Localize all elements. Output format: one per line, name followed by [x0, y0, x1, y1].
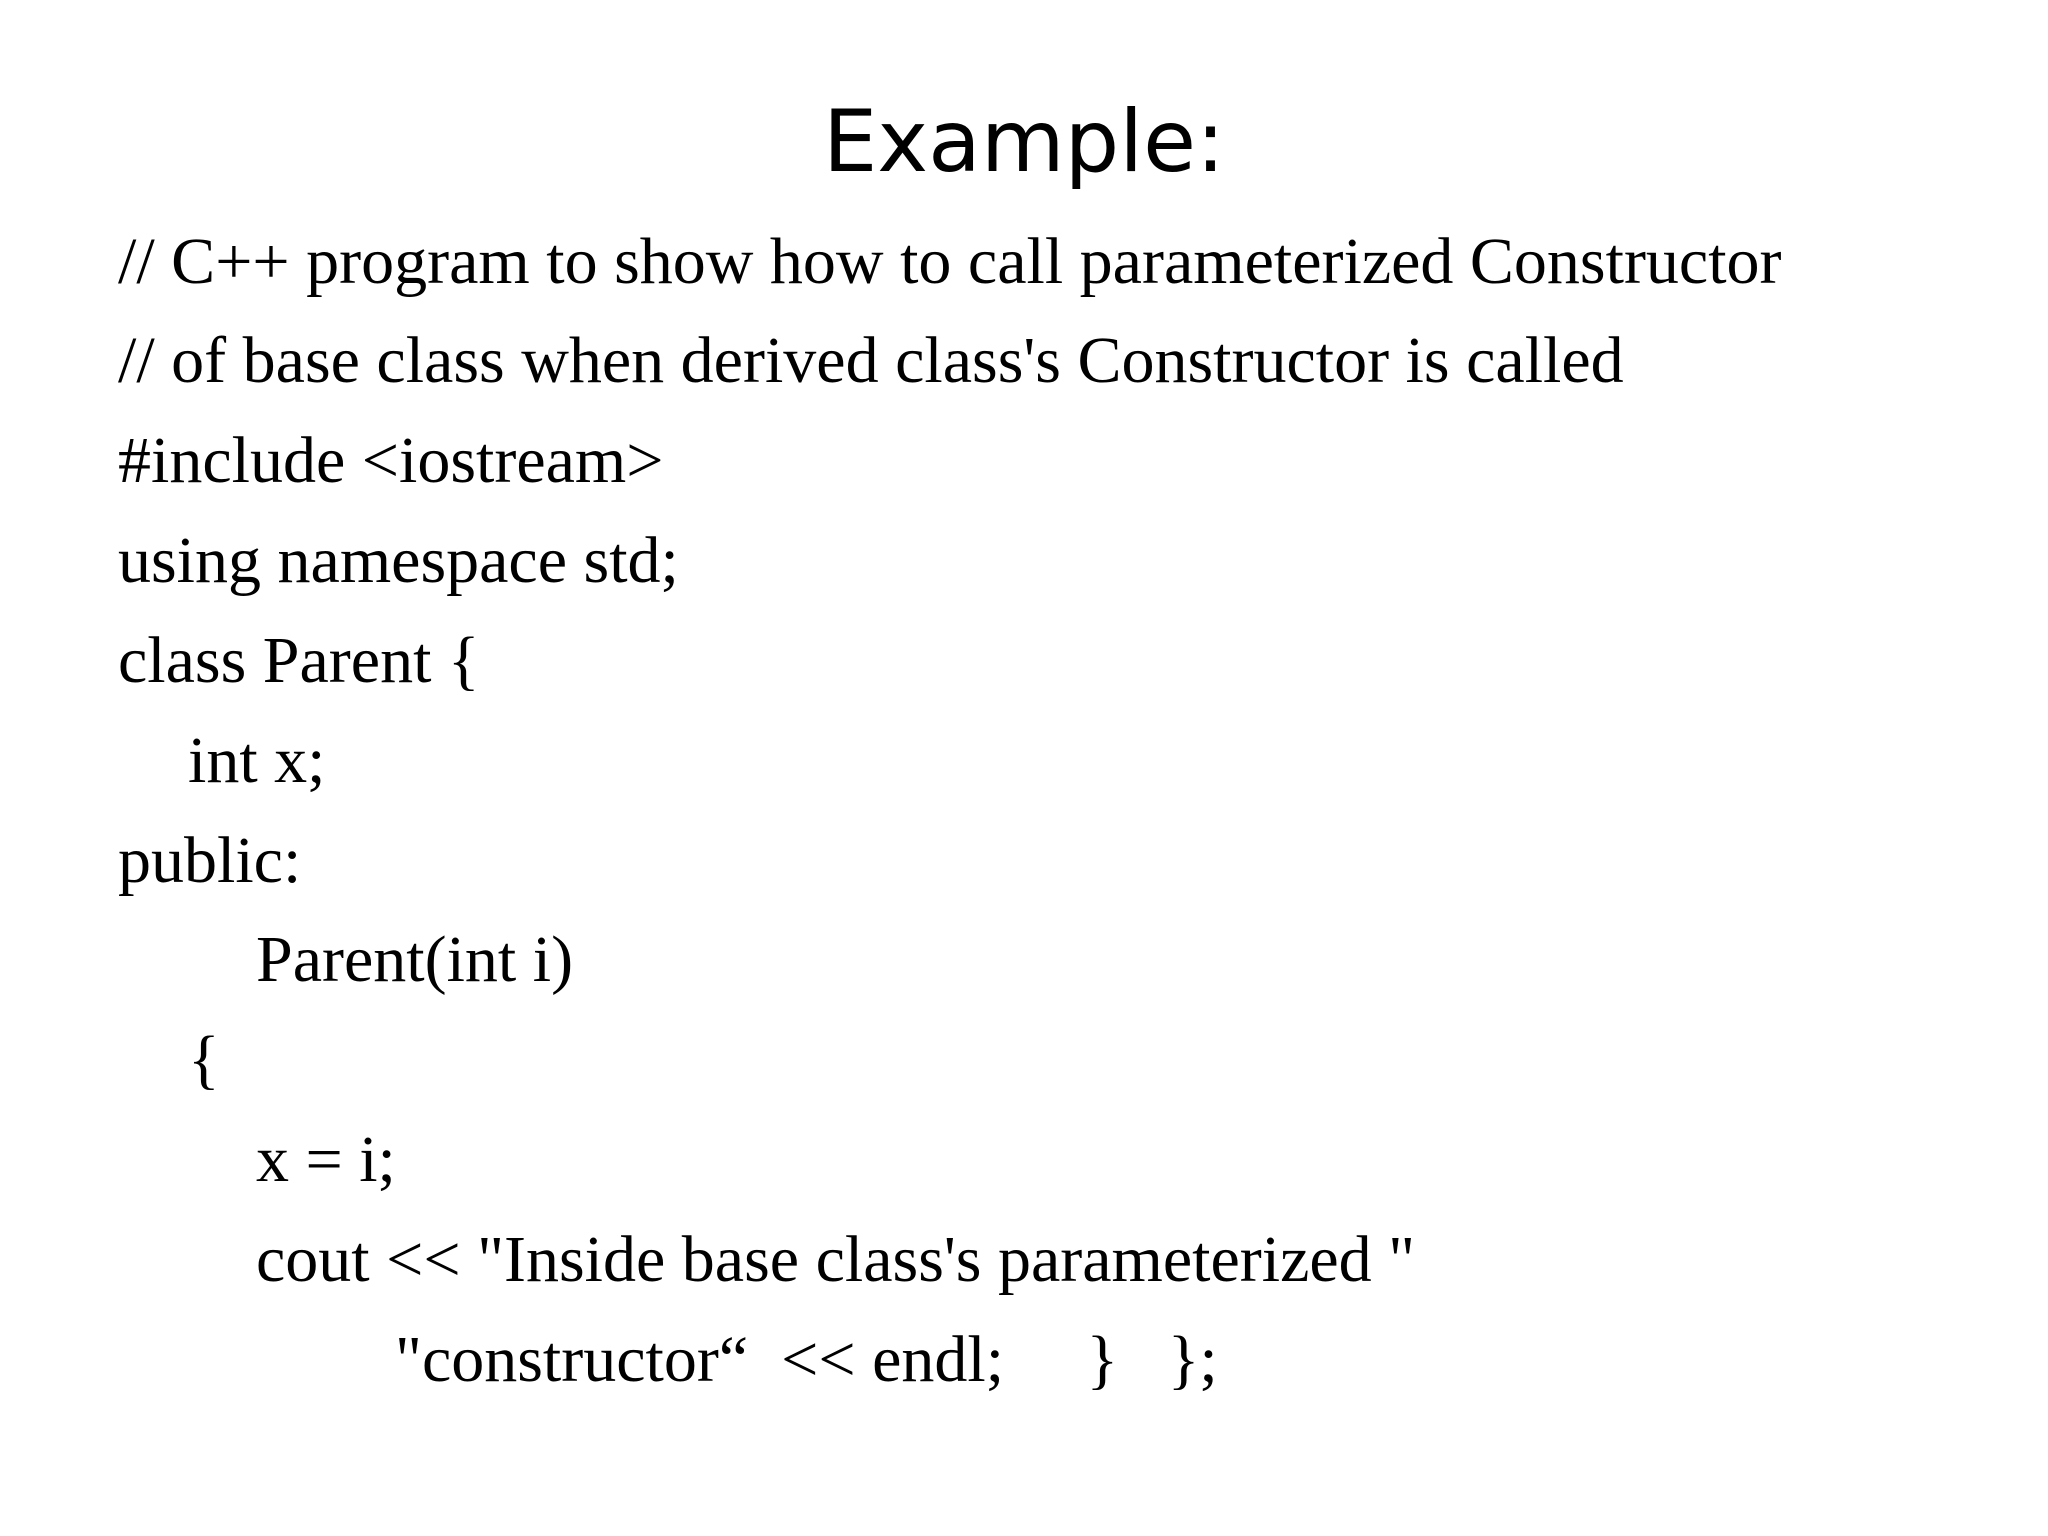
code-line-access-specifier: public:: [118, 824, 302, 897]
code-line-class-declaration: class Parent {: [118, 624, 480, 697]
slide-title: Example:: [822, 92, 1226, 192]
code-line-constructor-signature: Parent(int i): [256, 923, 574, 996]
code-line-cout-statement: cout << "Inside base class's parameterized ": [256, 1223, 1416, 1296]
code-line-comment-2: // of base class when derived class's Constructor is called: [118, 324, 1624, 397]
code-line-cout-continuation: "constructor“ << endl; } };: [395, 1323, 1218, 1396]
code-line-member-variable: int x;: [188, 724, 326, 797]
code-line-assignment: x = i;: [256, 1123, 396, 1196]
code-line-comment-1: // C++ program to show how to call parameterized Constructor: [118, 225, 1782, 298]
code-line-open-brace: {: [188, 1023, 220, 1096]
code-line-include: #include <iostream>: [118, 424, 664, 497]
code-line-using-namespace: using namespace std;: [118, 524, 679, 597]
